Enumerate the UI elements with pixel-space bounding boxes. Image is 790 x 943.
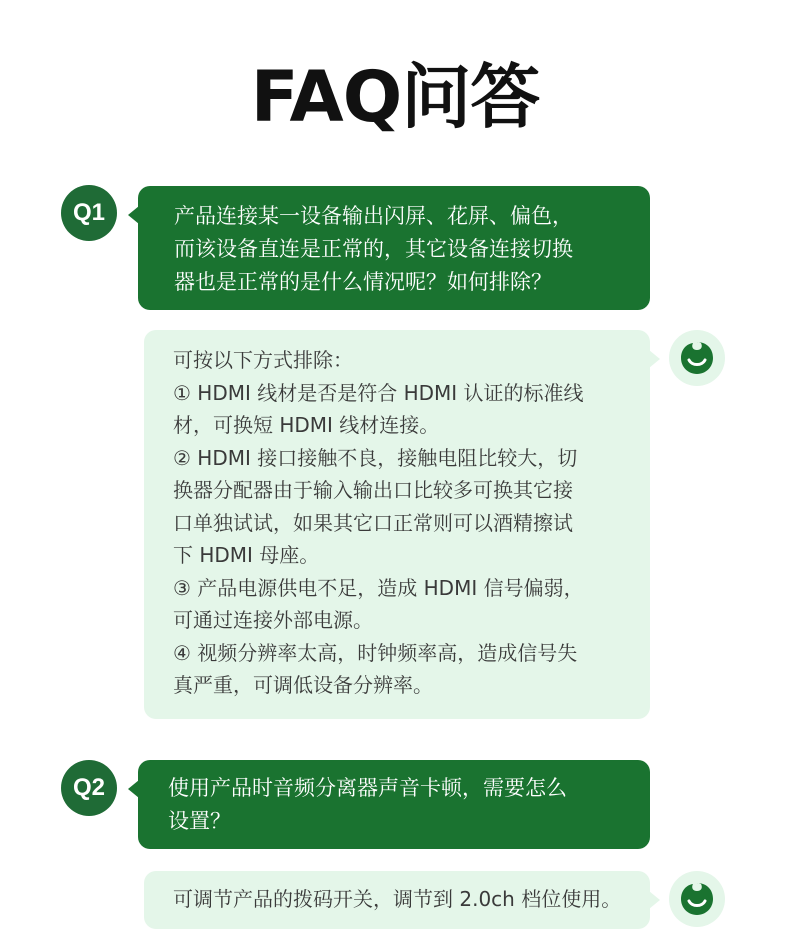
q2-answer-line: 可调节产品的拨码开关，调节到 2.0ch 档位使用。 <box>173 887 622 911</box>
q1-answer-bubble <box>144 330 650 719</box>
q1-question-bubble <box>138 186 650 310</box>
q1-question-line: 产品连接某一设备输出闪屏、花屏、偏色， <box>174 204 573 228</box>
q1-answer-line: ④ 视频分辨率太高，时钟频率高，造成信号失 <box>173 640 578 665</box>
q1-question-line: 而该设备直连是正常的，其它设备连接切换 <box>174 237 573 261</box>
q1-question-line: 器也是正常的是什么情况呢？如何排除？ <box>174 270 552 294</box>
q1-answer-line: 可按以下方式排除： <box>173 348 353 372</box>
q1-answer-line: ③ 产品电源供电不足，造成 HDMI 信号偏弱， <box>173 575 584 600</box>
q2-badge: Q2 <box>61 760 117 816</box>
q1-answer-line: 下 HDMI 母座。 <box>173 543 320 567</box>
green-leaf-face-icon <box>669 871 725 927</box>
q2-question-bubble <box>138 760 650 849</box>
q1-answer-line: 材，可换短 HDMI 线材连接。 <box>173 413 440 437</box>
green-leaf-face-icon <box>669 330 725 386</box>
q1-answer-line: 口单独试试，如果其它口正常则可以酒精擦试 <box>173 510 573 535</box>
q2-answer-bubble <box>144 871 650 929</box>
q2-question-line: 使用产品时音频分离器声音卡顿，需要怎么 <box>168 776 567 800</box>
q1-answer-line: 真严重，可调低设备分辨率。 <box>173 673 433 697</box>
q1-answer-line: ① HDMI 线材是否是符合 HDMI 认证的标准线 <box>173 380 584 405</box>
q1-badge: Q1 <box>61 185 117 241</box>
q1-answer-line: 可通过连接外部电源。 <box>173 608 373 632</box>
q1-answer-line: 换器分配器由于输入输出口比较多可换其它接 <box>173 478 573 502</box>
q2-question-line: 设置？ <box>168 809 231 833</box>
q1-answer-line: ② HDMI 接口接触不良，接触电阻比较大，切 <box>173 445 578 470</box>
page-title: FAQ问答 <box>250 56 540 138</box>
